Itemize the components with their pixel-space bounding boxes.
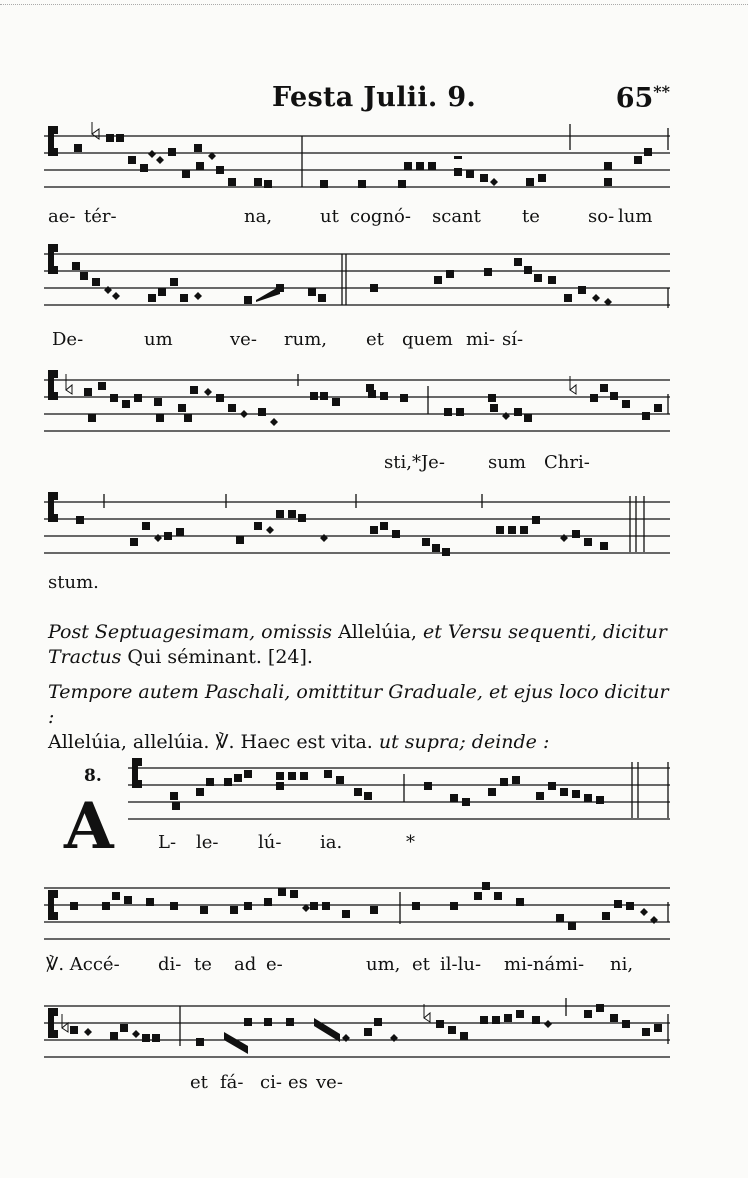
rubric-tempore-paschali: Tempore autem Paschali, omittitur Graduale, et ejus loco dicitur : Allelúia, allelúia. ℣. Haec est vita. ut supra; deinde : [48,681,669,753]
lyric-syllable: so- [588,206,615,227]
chant-staff-6 [44,872,670,952]
page-header [0,82,748,116]
lyric-syllable: et [412,954,430,975]
lyric-syllable: ad [234,954,257,975]
lyric-syllable: quem [402,329,453,350]
lyric-syllable: ut [320,206,339,227]
lyric-syllable: sti,*Je- [384,452,445,473]
lyric-syllable: stum. [48,572,99,593]
chant-number: 8. [84,766,102,786]
lyrics-row-alleluia [128,832,670,858]
lyric-syllable: il-lu- [440,954,482,975]
page-number: 65** [615,82,670,114]
chant-staff-5 [128,752,670,832]
lyric-syllable: cognó- [350,206,411,227]
chant-staff-2 [44,238,670,322]
lyric-syllable: et [190,1072,208,1093]
chant-staff-3 [44,364,670,444]
lyric-syllable: Chri- [544,452,590,473]
chant-staff-1 [44,120,670,200]
lyric-syllable: mi-námi- [504,954,585,975]
lyrics-row-2 [44,329,670,355]
drop-cap-initial: A [64,789,114,864]
lyric-syllable: um, [366,954,401,975]
lyrics-row-1 [44,206,670,232]
lyric-syllable: es [288,1072,308,1093]
chant-staff-4 [44,486,670,566]
lyric-syllable: ve- [230,329,257,350]
top-dotted-rule [0,4,748,5]
lyric-syllable: na, [244,206,273,227]
lyric-syllable: e- [266,954,283,975]
lyric-syllable: lum [618,206,653,227]
versicle-symbol: ℣ [215,731,229,753]
lyric-syllable: ae- [48,206,76,227]
lyric-syllable: sí- [502,329,524,350]
lyric-syllable: ia. [320,832,343,853]
lyric-syllable: ℣. Accé- [46,954,120,975]
lyric-syllable: De- [52,329,84,350]
lyric-syllable: lú- [258,832,282,853]
rubric-post-septuagesimam: Post Septuagesimam, omissis Allelúia, et Versu sequenti, dicitur Tractus Qui séminant. [24]. [48,621,667,668]
lyric-syllable: et [366,329,384,350]
lyric-syllable: rum, [284,329,327,350]
lyric-syllable: ve- [316,1072,343,1093]
lyric-syllable: te [194,954,212,975]
lyric-syllable: scant [432,206,481,227]
lyric-syllable: L- [158,832,177,853]
lyric-syllable: * [406,832,415,853]
lyrics-row-last [44,1072,670,1098]
lyric-syllable: fá- [220,1072,244,1093]
lyric-syllable: ci- [260,1072,282,1093]
lyric-syllable: mi- [466,329,495,350]
lyric-syllable: ni, [610,954,634,975]
page-title: Festa Julii. 9. [272,82,477,113]
lyric-syllable: di- [158,954,182,975]
lyric-syllable: le- [196,832,219,853]
lyrics-row-3 [44,452,670,478]
lyrics-row-verse [44,954,670,980]
lyric-syllable: um [144,329,173,350]
lyric-syllable: te [522,206,540,227]
lyric-syllable: tér- [84,206,117,227]
lyrics-row-4 [44,572,670,598]
lyric-syllable: sum [488,452,526,473]
chant-staff-7 [44,990,670,1070]
